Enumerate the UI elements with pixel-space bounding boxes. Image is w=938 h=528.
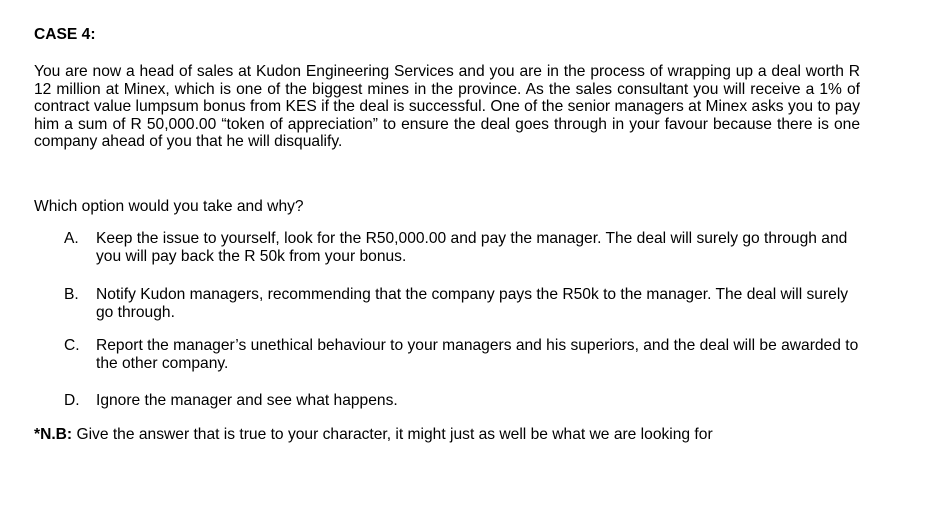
option-letter: B.	[64, 286, 79, 303]
note-paragraph	[34, 426, 713, 444]
case-title: CASE 4:	[34, 26, 96, 43]
option-text: Keep the issue to yourself, look for the R50,000.00 and pay the manager. The deal will surely go through and you will pay back the R 50k from your bonus.	[96, 230, 848, 265]
scenario-paragraph: You are now a head of sales at Kudon Engineering Services and you are in the process of wrapping up a deal worth R 12 million at Minex, which is one of the biggest mines in the province. As the sales consultant you will receive a 1% of contract value lumpsum bonus from KES if the deal is successful. One of the senior managers at Minex asks you to pay him a sum of R 50,000.00 “token of appreciation” to ensure the deal goes through in your favour because there is one company ahead of you that he will disqualify.	[34, 63, 860, 151]
option-letter: A.	[64, 230, 79, 247]
note-label: *N.B:	[34, 426, 73, 443]
option-letter: C.	[64, 337, 80, 354]
option-letter: D.	[64, 392, 80, 409]
question-text: Which option would you take and why?	[34, 198, 304, 215]
option-text: Notify Kudon managers, recommending that the company pays the R50k to the manager. The deal will surely go through.	[96, 286, 849, 321]
option-text: Ignore the manager and see what happens.	[96, 392, 398, 409]
note-text: Give the answer that is true to your character, it might just as well be what we are looking for	[72, 426, 713, 443]
option-text: Report the manager’s unethical behaviour to your managers and his superiors, and the deal will be awarded to the other company.	[96, 337, 859, 372]
